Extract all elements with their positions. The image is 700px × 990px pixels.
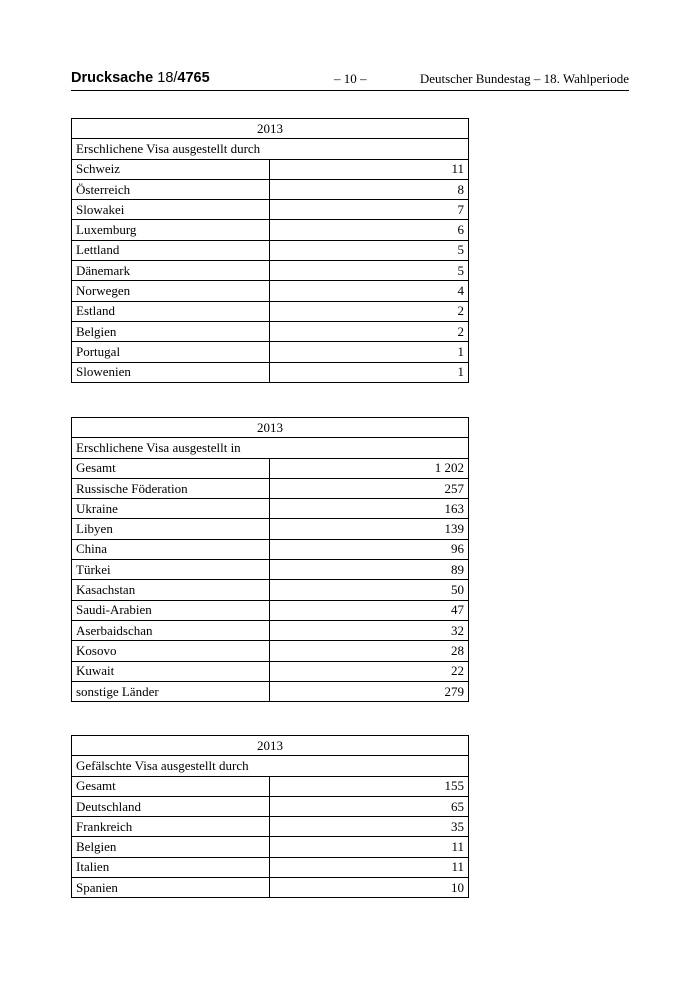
row-label: Gesamt bbox=[72, 458, 270, 478]
row-value: 1 bbox=[270, 362, 469, 382]
row-label: Norwegen bbox=[72, 281, 270, 301]
page-number: – 10 – bbox=[334, 71, 367, 86]
row-value: 163 bbox=[270, 499, 469, 519]
row-label: Österreich bbox=[72, 179, 270, 199]
row-value: 155 bbox=[270, 776, 469, 796]
table-row bbox=[72, 321, 469, 341]
row-label: Spanien bbox=[72, 878, 270, 898]
table-row bbox=[72, 261, 469, 281]
table-row bbox=[72, 458, 469, 478]
table-row bbox=[72, 681, 469, 701]
table-row bbox=[72, 301, 469, 321]
table-year: 2013 bbox=[72, 418, 469, 438]
table-row bbox=[72, 560, 469, 580]
table-row bbox=[72, 817, 469, 837]
row-value: 65 bbox=[270, 796, 469, 816]
table-year-row bbox=[72, 736, 469, 756]
row-value: 279 bbox=[270, 681, 469, 701]
row-label: Türkei bbox=[72, 560, 270, 580]
row-label: Belgien bbox=[72, 837, 270, 857]
table-row bbox=[72, 539, 469, 559]
row-label: Kosovo bbox=[72, 641, 270, 661]
table-row bbox=[72, 342, 469, 362]
row-label: China bbox=[72, 539, 270, 559]
table-row bbox=[72, 159, 469, 179]
table-row bbox=[72, 641, 469, 661]
table-row bbox=[72, 499, 469, 519]
row-label: Lettland bbox=[72, 240, 270, 260]
table-row bbox=[72, 362, 469, 382]
row-label: Libyen bbox=[72, 519, 270, 539]
table-row bbox=[72, 796, 469, 816]
table-subtitle: Erschlichene Visa ausgestellt in bbox=[72, 438, 469, 458]
row-label: Kasachstan bbox=[72, 580, 270, 600]
row-value: 5 bbox=[270, 261, 469, 281]
table-gefaelschte-visa-durch bbox=[71, 735, 469, 898]
row-value: 257 bbox=[270, 478, 469, 498]
row-label: Slowakei bbox=[72, 200, 270, 220]
row-value: 139 bbox=[270, 519, 469, 539]
table-year: 2013 bbox=[72, 119, 469, 139]
row-label: sonstige Länder bbox=[72, 681, 270, 701]
row-value: 32 bbox=[270, 620, 469, 640]
row-value: 96 bbox=[270, 539, 469, 559]
row-label: Aserbaidschan bbox=[72, 620, 270, 640]
row-label: Belgien bbox=[72, 321, 270, 341]
row-label: Deutschland bbox=[72, 796, 270, 816]
row-label: Frankreich bbox=[72, 817, 270, 837]
row-value: 6 bbox=[270, 220, 469, 240]
table-year: 2013 bbox=[72, 736, 469, 756]
row-value: 4 bbox=[270, 281, 469, 301]
doc-number-id: 4765 bbox=[177, 70, 210, 86]
row-label: Gesamt bbox=[72, 776, 270, 796]
table-row bbox=[72, 478, 469, 498]
row-label: Saudi-Arabien bbox=[72, 600, 270, 620]
row-value: 7 bbox=[270, 200, 469, 220]
table-row bbox=[72, 837, 469, 857]
table-row bbox=[72, 661, 469, 681]
row-label: Kuwait bbox=[72, 661, 270, 681]
row-value: 1 bbox=[270, 342, 469, 362]
row-value: 8 bbox=[270, 179, 469, 199]
doc-prefix: Drucksache bbox=[71, 70, 158, 86]
page-header bbox=[71, 68, 629, 91]
row-label: Ukraine bbox=[72, 499, 270, 519]
table-erschlichene-visa-durch bbox=[71, 118, 469, 383]
table-row bbox=[72, 878, 469, 898]
doc-number-part: 18/ bbox=[157, 70, 178, 86]
row-label: Russische Föderation bbox=[72, 478, 270, 498]
row-value: 50 bbox=[270, 580, 469, 600]
row-label: Portugal bbox=[72, 342, 270, 362]
row-value: 35 bbox=[270, 817, 469, 837]
row-value: 47 bbox=[270, 600, 469, 620]
row-label: Schweiz bbox=[72, 159, 270, 179]
row-value: 11 bbox=[270, 857, 469, 877]
row-label: Estland bbox=[72, 301, 270, 321]
row-value: 2 bbox=[270, 301, 469, 321]
table-row bbox=[72, 776, 469, 796]
table-row bbox=[72, 200, 469, 220]
table-row bbox=[72, 519, 469, 539]
row-label: Dänemark bbox=[72, 261, 270, 281]
table-year-row bbox=[72, 418, 469, 438]
row-value: 22 bbox=[270, 661, 469, 681]
table-subtitle: Erschlichene Visa ausgestellt durch bbox=[72, 139, 469, 159]
row-label: Luxemburg bbox=[72, 220, 270, 240]
row-value: 5 bbox=[270, 240, 469, 260]
table-subtitle: Gefälschte Visa ausgestellt durch bbox=[72, 756, 469, 776]
row-label: Italien bbox=[72, 857, 270, 877]
row-value: 11 bbox=[270, 159, 469, 179]
row-label: Slowenien bbox=[72, 362, 270, 382]
table-year-row bbox=[72, 119, 469, 139]
table-subtitle-row bbox=[72, 139, 469, 159]
table-subtitle-row bbox=[72, 438, 469, 458]
row-value: 1 202 bbox=[270, 458, 469, 478]
row-value: 11 bbox=[270, 837, 469, 857]
table-row bbox=[72, 600, 469, 620]
table-row bbox=[72, 857, 469, 877]
table-row bbox=[72, 281, 469, 301]
table-row bbox=[72, 580, 469, 600]
row-value: 10 bbox=[270, 878, 469, 898]
table-row bbox=[72, 179, 469, 199]
row-value: 89 bbox=[270, 560, 469, 580]
publisher: Deutscher Bundestag – 18. Wahlperiode bbox=[419, 71, 629, 86]
row-value: 2 bbox=[270, 321, 469, 341]
table-row bbox=[72, 220, 469, 240]
table-erschlichene-visa-in bbox=[71, 417, 469, 702]
table-row bbox=[72, 240, 469, 260]
table-subtitle-row bbox=[72, 756, 469, 776]
table-row bbox=[72, 620, 469, 640]
document-number bbox=[71, 70, 210, 86]
row-value: 28 bbox=[270, 641, 469, 661]
